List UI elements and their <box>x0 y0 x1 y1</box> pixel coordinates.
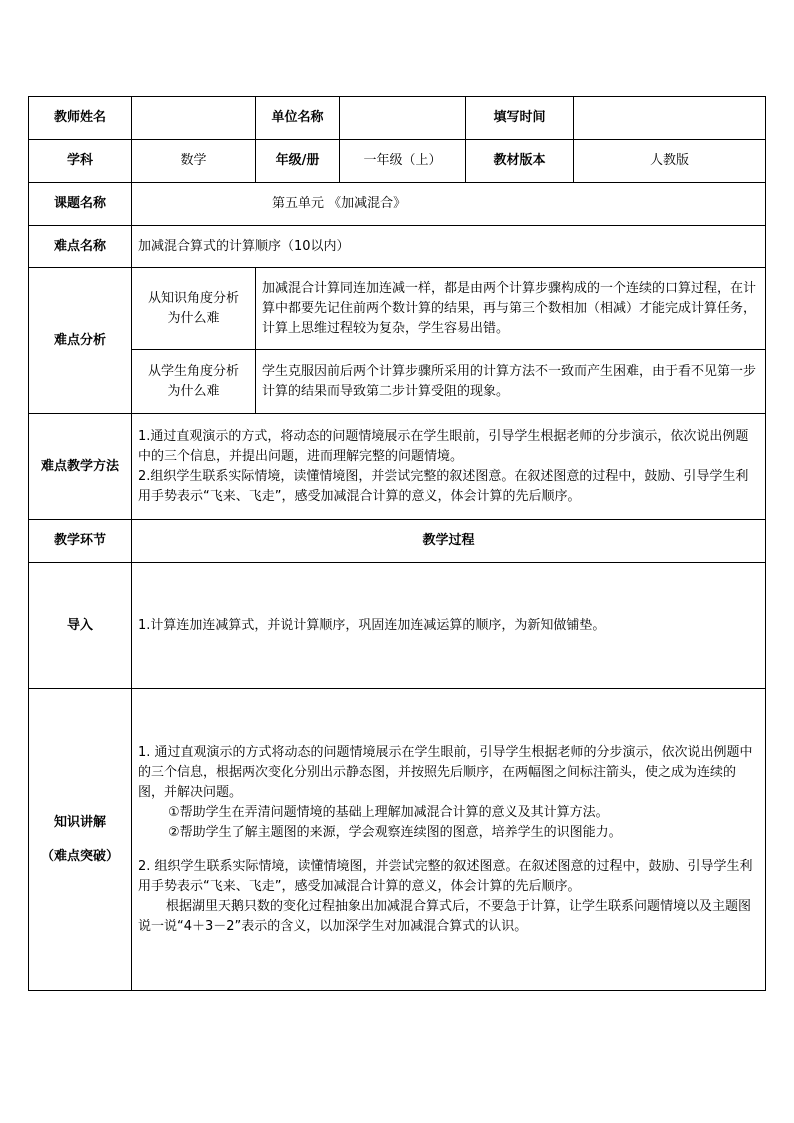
student-angle-line-2: 为什么难 <box>167 383 220 399</box>
knowledge-paragraph-2: 2. 组织学生联系实际情境，读懂情境图，并尝试完整的叙述图意。在叙述图意的过程中，鼓励、引导学生利用手势表示“飞来、飞走”，感受加减混合计算的意义，体会计算的先后顺序。 <box>138 858 753 894</box>
stage-header: 教学环节 <box>29 520 132 563</box>
grade-value: 一年级（上） <box>340 140 466 183</box>
grade-label: 年级/册 <box>256 140 340 183</box>
intro-label: 导入 <box>29 563 132 689</box>
teacher-name-field[interactable] <box>132 97 256 140</box>
fill-time-field[interactable] <box>574 97 766 140</box>
info-row <box>29 140 766 183</box>
process-header: 教学过程 <box>132 520 766 563</box>
lesson-row <box>29 183 766 226</box>
knowledge-point-2: ②帮助学生了解主题图的来源，学会观察连续图的图意，培养学生的识图能力。 <box>168 824 622 840</box>
student-angle-text: 学生克服因前后两个计算步骤所采用的计算方法不一致而产生困难，由于看不见第一步计算的结果而导致第二步计算受阻的现象。 <box>256 350 766 414</box>
difficulty-value: 加减混合算式的计算顺序（10以内） <box>132 226 766 268</box>
subject-label: 学科 <box>29 140 132 183</box>
knowledge-paragraph-1: 1. 通过直观演示的方式将动态的问题情境展示在学生眼前，引导学生根据老师的分步演示，依次说出例题中的三个信息，根据两次变化分别出示静态图，并按照先后顺序，在两幅图之间标注箭头，使之成为连续的图，并解决问题。 <box>138 744 753 800</box>
header-row <box>29 97 766 140</box>
student-angle-label <box>132 350 256 414</box>
lesson-design-form <box>28 96 766 991</box>
knowledge-row <box>29 689 766 991</box>
intro-text: 1.计算连加连减算式，并说计算顺序，巩固连加连减运算的顺序，为新知做铺垫。 <box>132 563 766 689</box>
intro-row <box>29 563 766 689</box>
method-paragraph-2: 2.组织学生联系实际情境，读懂情境图，并尝试完整的叙述图意。在叙述图意的过程中，鼓励、引导学生利用手势表示“飞来、飞走”，感受加减混合计算的意义，体会计算的先后顺序。 <box>138 468 749 504</box>
difficulty-label: 难点名称 <box>29 226 132 268</box>
unit-name-field[interactable] <box>340 97 466 140</box>
method-paragraph-1: 1.通过直观演示的方式，将动态的问题情境展示在学生眼前，引导学生根据老师的分步演示，依次说出例题中的三个信息，并提出问题，进而理解完整的问题情境。 <box>138 428 749 464</box>
teacher-name-label: 教师姓名 <box>29 97 132 140</box>
method-row <box>29 414 766 520</box>
analysis-student-row <box>29 350 766 414</box>
edition-label: 教材版本 <box>466 140 574 183</box>
lesson-value: 第五单元 《加减混合》 <box>132 183 766 226</box>
unit-name-label: 单位名称 <box>256 97 340 140</box>
knowledge-content <box>132 689 766 991</box>
lesson-label: 课题名称 <box>29 183 132 226</box>
knowledge-angle-text: 加减混合计算同连加连减一样，都是由两个计算步骤构成的一个连续的口算过程，在计算中都要先记住前两个数计算的结果，再与第三个数相加（相减）才能完成计算任务，计算上思维过程较为复杂，学生容易出错。 <box>256 268 766 350</box>
knowledge-angle-line-2: 为什么难 <box>167 310 220 326</box>
student-angle-line-1: 从学生角度分析 <box>147 363 239 379</box>
subject-value: 数学 <box>132 140 256 183</box>
difficulty-row <box>29 226 766 268</box>
knowledge-point-1: ①帮助学生在弄清问题情境的基础上理解加减混合计算的意义及其计算方法。 <box>168 804 609 820</box>
knowledge-label <box>29 689 132 991</box>
fill-time-label: 填写时间 <box>466 97 574 140</box>
analysis-label: 难点分析 <box>29 268 132 414</box>
method-label: 难点教学方法 <box>29 414 132 520</box>
knowledge-label-line-2: （难点突破） <box>40 848 119 864</box>
knowledge-label-line-1: 知识讲解 <box>53 814 106 830</box>
method-content <box>132 414 766 520</box>
edition-value: 人教版 <box>574 140 766 183</box>
knowledge-angle-label <box>132 268 256 350</box>
knowledge-paragraph-3: 根据湖里天鹅只数的变化过程抽象出加减混合算式后，不要急于计算，让学生联系问题情境以及主题图说一说“4＋3－2”表示的含义，以加深学生对加减混合算式的认识。 <box>138 898 752 934</box>
analysis-knowledge-row <box>29 268 766 350</box>
knowledge-angle-line-1: 从知识角度分析 <box>147 290 239 306</box>
process-header-row <box>29 520 766 563</box>
